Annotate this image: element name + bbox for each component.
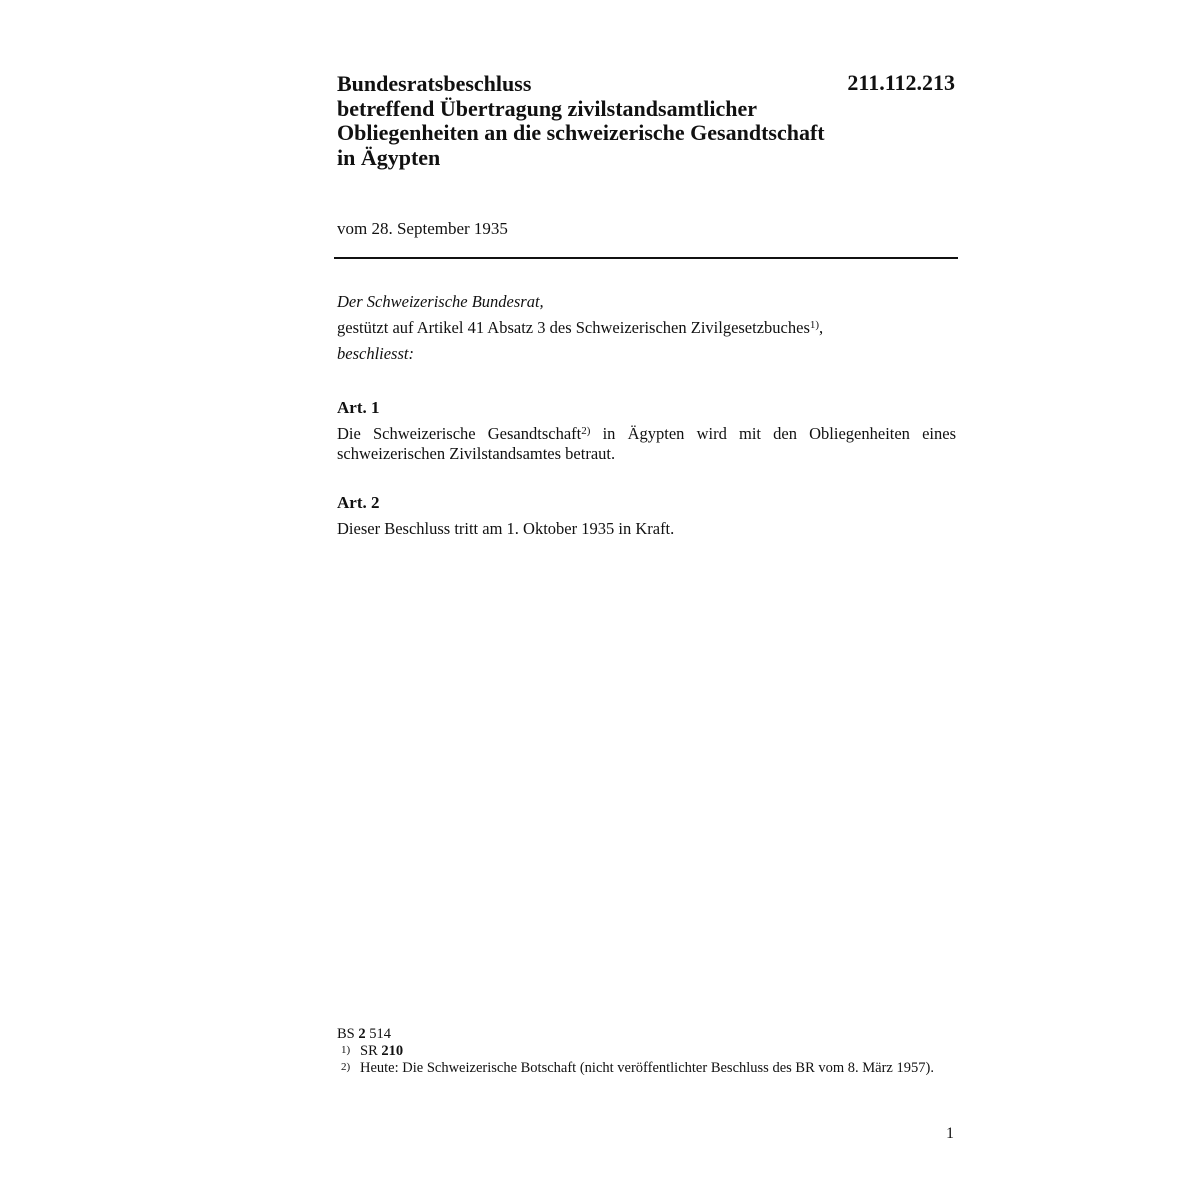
preamble-basis: [337, 315, 957, 341]
sr-number: 211.112.213: [847, 70, 955, 95]
article-1-text: [337, 424, 956, 464]
footnote-1: [337, 1043, 957, 1060]
footnotes: [337, 1026, 957, 1077]
preamble-basis-suffix: ,: [819, 318, 824, 337]
article-1: [337, 398, 956, 464]
bs-volume: 2: [358, 1026, 366, 1042]
article-1-text-before: Die Schweizerische Gesandtschaft: [337, 424, 582, 443]
bs-prefix: BS: [337, 1026, 359, 1042]
title-line-4: in Ägypten: [337, 144, 441, 170]
footnote-ref-2[interactable]: 2): [581, 425, 591, 438]
article-1-text-after: in Ägypten wird mit den Obliegenheiten eines schweizerischen Zivilstandsamtes betraut.: [337, 424, 957, 463]
preamble-decision: beschliesst:: [337, 344, 414, 363]
article-1-heading: Art. 1: [337, 398, 380, 417]
preamble-basis-text: gestützt auf Artikel 41 Absatz 3 des Schweizerischen Zivilgesetzbuches: [337, 318, 810, 337]
footnote-2-text: Heute: Die Schweizerische Botschaft (nicht veröffentlichter Beschluss des BR vom 8. März 1957).: [360, 1060, 934, 1076]
footnote-2-mark: 2): [341, 1061, 351, 1073]
document-date: vom 28. September 1935: [337, 219, 508, 238]
page-number: 1: [946, 1125, 954, 1142]
preamble-authority: Der Schweizerische Bundesrat,: [337, 292, 544, 311]
article-2-heading: Art. 2: [337, 493, 380, 512]
article-2: [337, 493, 956, 539]
title-line-3: Obliegenheiten an die schweizerische Gesandtschaft: [337, 120, 825, 145]
bs-reference: [337, 1026, 957, 1043]
header-divider: [334, 257, 958, 259]
article-2-text: Dieser Beschluss tritt am 1. Oktober 1935 in Kraft.: [337, 519, 675, 538]
bs-page: 514: [365, 1026, 391, 1042]
title-line-2: betreffend Übertragung zivilstandsamtlicher: [337, 95, 757, 121]
footnote-ref-1[interactable]: 1): [809, 319, 820, 332]
title-line-1: Bundesratsbeschluss: [337, 71, 532, 96]
footnote-1-mark: 1): [341, 1044, 351, 1056]
preamble: [337, 289, 957, 367]
footnote-1-text: [360, 1043, 957, 1060]
footnote-2: [337, 1060, 957, 1077]
footnote-1-prefix: SR: [360, 1043, 382, 1059]
footnote-1-bold[interactable]: 210: [381, 1043, 404, 1059]
